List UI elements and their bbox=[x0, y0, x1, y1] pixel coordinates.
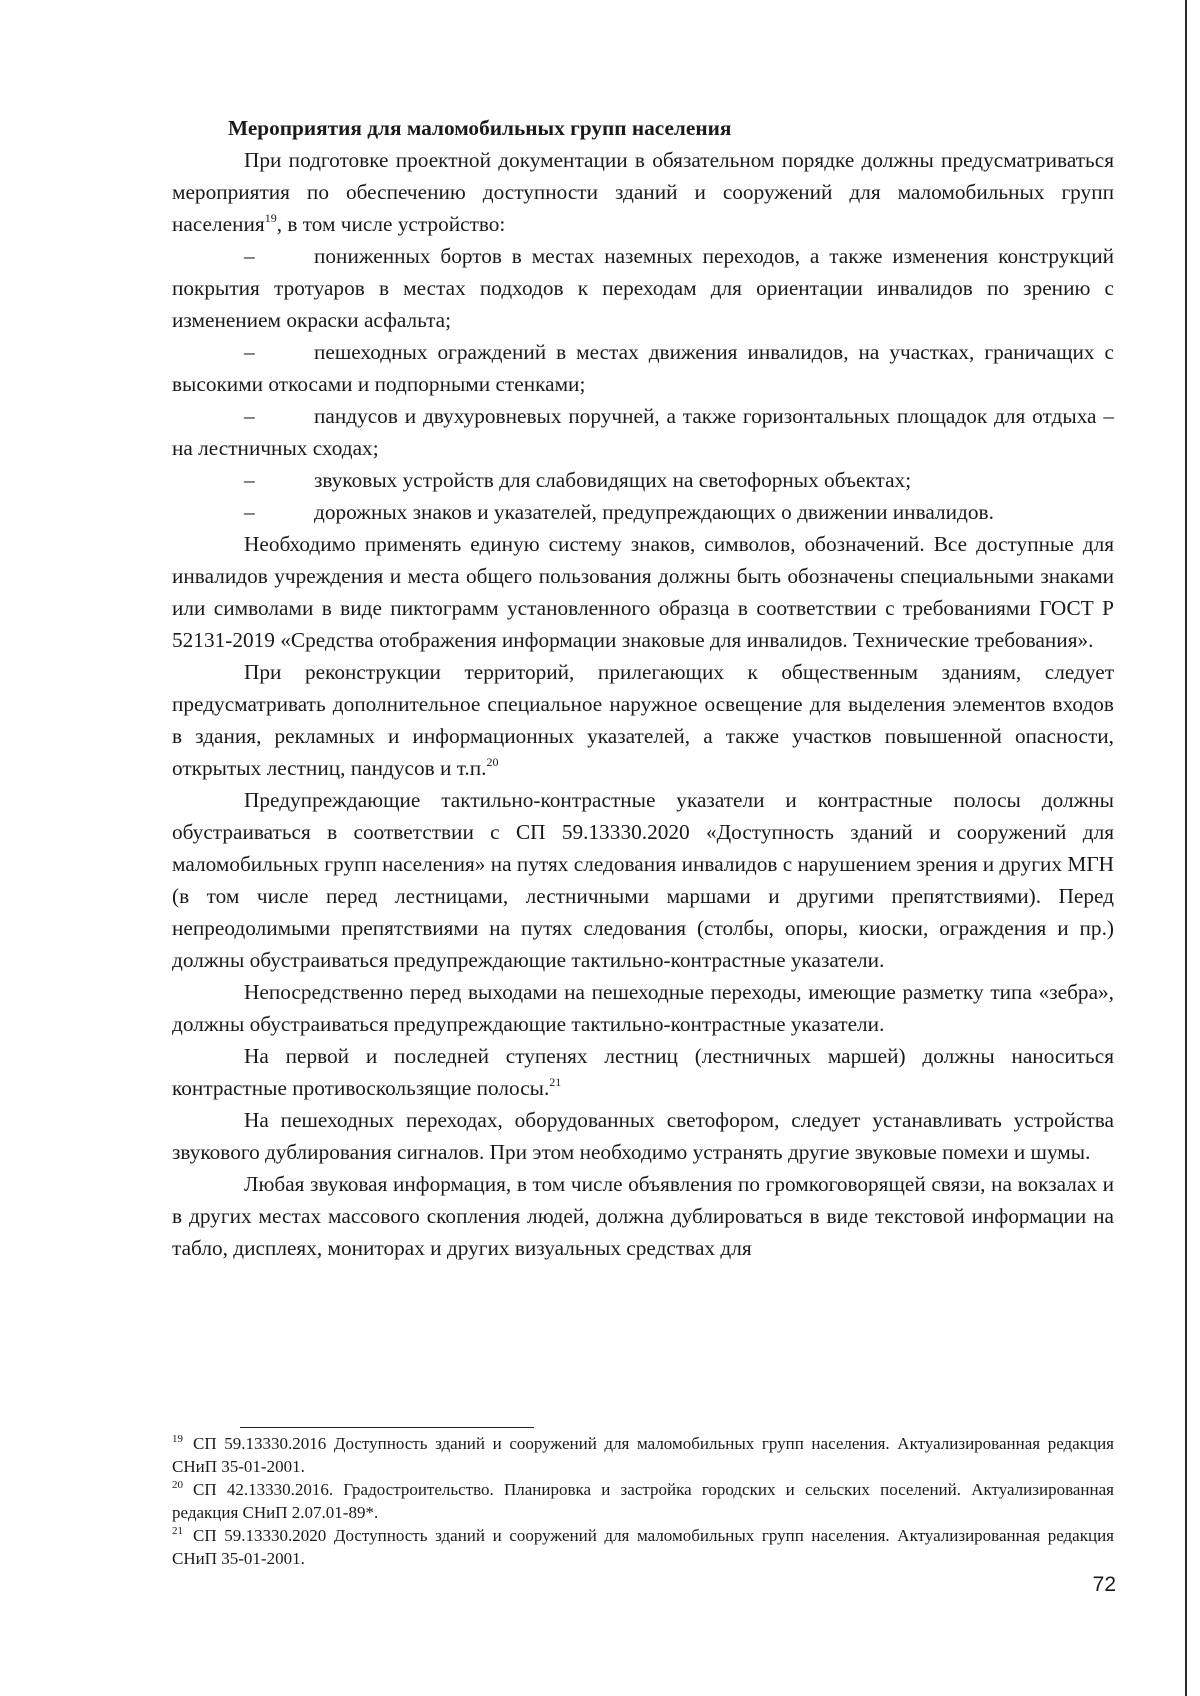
footnote-text: СП 59.13330.2016 Доступность зданий и сооружений для маломобильных групп населения. Актуализированная редакция СНиП 35-01-2001. bbox=[172, 1434, 1114, 1476]
list-item bbox=[172, 496, 1114, 528]
section-heading: Мероприятия для маломобильных групп населения bbox=[228, 116, 732, 140]
footnote-number: 19 bbox=[172, 1433, 183, 1445]
footnote bbox=[172, 1478, 1114, 1524]
footnote-ref-19[interactable]: 19 bbox=[264, 211, 277, 225]
paragraph-visual: Любая звуковая информация, в том числе объявления по громкоговорящей связи, на вокзалах и в других местах массового скопления людей, должна дублироваться в виде текстовой информации на табло, дисплеях, мониторах и других визуальных средствах для bbox=[172, 1172, 1114, 1260]
list-item bbox=[172, 400, 1114, 464]
dash-marker: – bbox=[244, 468, 255, 492]
paragraph-tactile: Предупреждающие тактильно-контрастные указатели и контрастные полосы должны обустраиваться в соответствии с СП 59.13330.2020 «Доступность зданий и сооружений для маломобильных групп населения» на путях следования инвалидов с нарушением зрения и других МГН (в том числе перед лестницами, лестничными маршами и другими препятствиями). Перед непреодолимыми препятствиями на путях следования (столбы, опоры, киоски, ограждения и пр.) должны обустраиваться предупреждающие тактильно-контрастные указатели. bbox=[172, 788, 1115, 972]
paragraph-intro bbox=[172, 144, 1114, 240]
intro-tail: , в том числе устройство: bbox=[276, 212, 506, 236]
dash-marker: – bbox=[244, 404, 255, 428]
stairs-text: На первой и последней ступенях лестниц (лестничных маршей) должны наноситься контрастные противоскользящие полосы. bbox=[172, 1044, 1114, 1100]
footnote bbox=[172, 1432, 1114, 1478]
paragraph-signs: Необходимо применять единую систему знаков, символов, обозначений. Все доступные для инвалидов учреждения и места общего пользования должны быть обозначены специальными знаками или символами в виде пиктограмм установленного образца в соответствии с требованиями ГОСТ Р 52131-2019 «Средства отображения информации знаковые для инвалидов. Технические требования». bbox=[172, 532, 1114, 652]
footnotes bbox=[172, 1432, 1114, 1570]
list-item-text: пониженных бортов в местах наземных переходов, а также изменения конструкций покрытия тротуаров в местах подходов к переходам для ориентации инвалидов по зрению с изменением окраски асфальта; bbox=[172, 244, 1114, 332]
footnote-number: 21 bbox=[172, 1525, 183, 1537]
paragraph-zebra: Непосредственно перед выходами на пешеходные переходы, имеющие разметку типа «зебра», должны обустраиваться предупреждающие тактильно-контрастные указатели. bbox=[172, 980, 1114, 1036]
footnote-text: СП 42.13330.2016. Градостроительство. Планировка и застройка городских и сельских поселений. Актуализированная редакция СНиП 2.07.01-89*. bbox=[172, 1480, 1114, 1522]
footnote-text: СП 59.13330.2020 Доступность зданий и сооружений для маломобильных групп населения. Актуализированная редакция СНиП 35-01-2001. bbox=[172, 1526, 1114, 1568]
footnote-ref-21[interactable]: 21 bbox=[549, 1075, 562, 1089]
page-number: 72 bbox=[1092, 1573, 1116, 1596]
list-item-text: пешеходных ограждений в местах движения инвалидов, на участках, граничащих с высокими откосами и подпорными стенками; bbox=[172, 340, 1114, 396]
paragraph-stairs bbox=[172, 1040, 1114, 1104]
paragraph-sound: На пешеходных переходах, оборудованных светофором, следует устанавливать устройства звукового дублирования сигналов. При этом необходимо устранять другие звуковые помехи и шумы. bbox=[172, 1108, 1114, 1164]
footnote-number: 20 bbox=[172, 1479, 183, 1491]
list-item-text: пандусов и двухуровневых поручней, а также горизонтальных площадок для отдыха – на лестничных сходах; bbox=[172, 404, 1114, 460]
footnote-ref-20[interactable]: 20 bbox=[486, 755, 499, 769]
list-item bbox=[172, 336, 1114, 400]
document-body bbox=[172, 112, 1114, 1264]
page-edge bbox=[1185, 0, 1187, 1696]
dash-marker: – bbox=[244, 244, 255, 268]
lighting-text: При реконструкции территорий, прилегающих к общественным зданиям, следует предусматривать дополнительное специальное наружное освещение для выделения элементов входов в здания, рекламных и информационных указателей, а также участков повышенной опасности, открытых лестниц, пандусов и т.п. bbox=[172, 660, 1114, 780]
footnote-separator bbox=[240, 1427, 534, 1428]
paragraph-lighting bbox=[172, 656, 1114, 784]
dash-marker: – bbox=[244, 500, 255, 524]
dash-marker: – bbox=[244, 340, 255, 364]
list-item-text: звуковых устройств для слабовидящих на светофорных объектах; bbox=[314, 468, 912, 492]
footnote bbox=[172, 1524, 1114, 1570]
intro-text: При подготовке проектной документации в обязательном порядке должны предусматриваться мероприятия по обеспечению доступности зданий и сооружений для маломобильных групп населения bbox=[172, 148, 1114, 236]
list-item bbox=[172, 240, 1114, 336]
list-item bbox=[172, 464, 1114, 496]
list-item-text: дорожных знаков и указателей, предупреждающих о движении инвалидов. bbox=[314, 500, 994, 524]
